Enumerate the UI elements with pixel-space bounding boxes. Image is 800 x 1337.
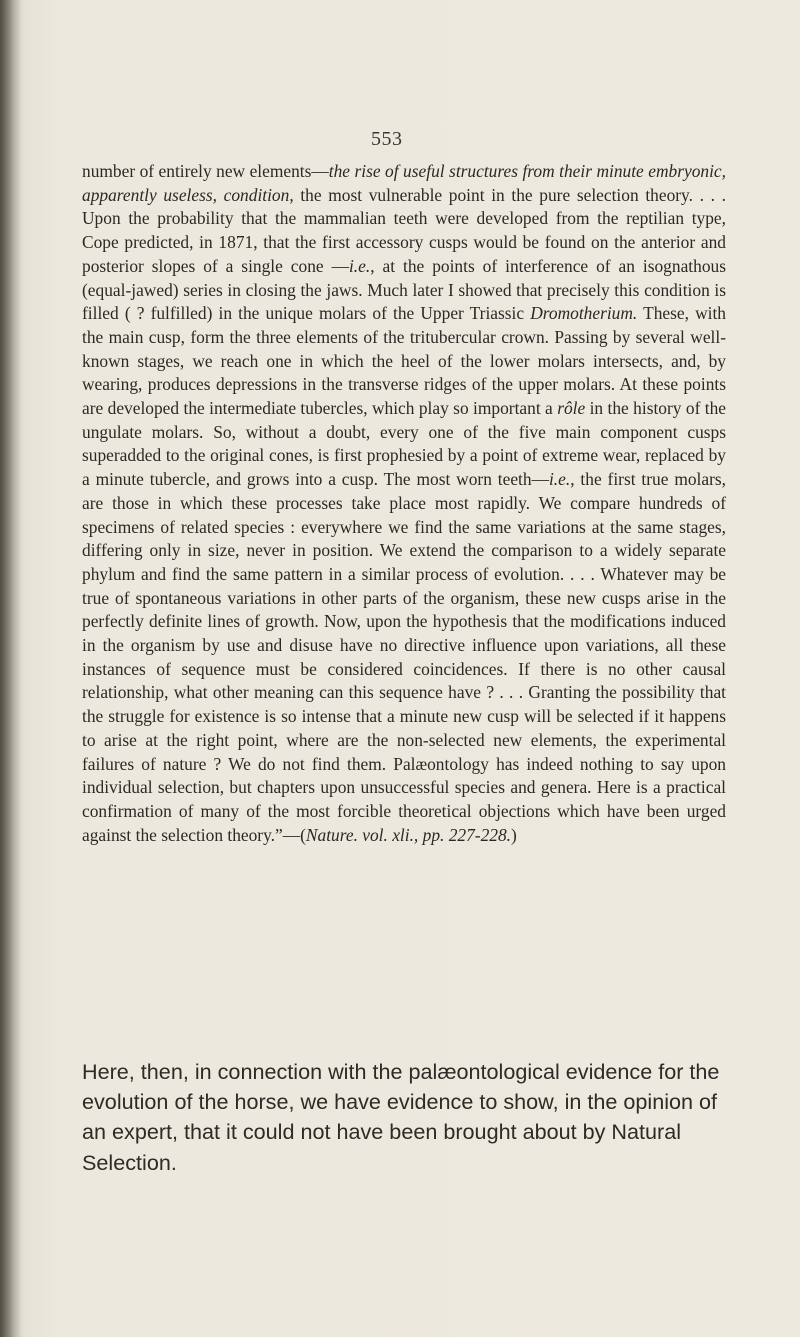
quote-italic: Dromotherium. — [530, 303, 638, 324]
quote-italic: i.e. — [548, 469, 571, 490]
quote-text: number of entirely new elements— — [82, 161, 329, 181]
binding-shadow — [0, 0, 22, 1337]
page-number: 553 — [371, 128, 403, 150]
quote-italic: i.e. — [348, 255, 371, 276]
quote-text: These, with the main cusp, form the three elements of the tritubercular crown. Passing by several well-known stages, we reach one in which the heel of the lower molars intersects, and, by wearing, produces depressions in the transverse ridges of the upper molars. At these points are developed the intermediate tubercles, which play so important a — [82, 303, 726, 419]
quote-text: in the history of the ungulate molars. So, without a doubt, every one of the five main component cusps superadded to the original cones, is first prophesied by a point of extreme wear, replaced by a minute tubercle, and grows into a cusp. The most worn teeth— — [82, 398, 726, 490]
quote-italic: rôle — [557, 398, 586, 419]
quote-text: ) — [511, 824, 517, 845]
citation: Nature. vol. xli., pp. 227-228. — [305, 824, 512, 845]
quoted-passage — [82, 160, 726, 847]
quote-text: , the most vulnerable point in the pure selection theory. . . . Upon the probability that the mammalian teeth were developed from the reptilian type, Cope predicted, in 1871, that the first accessory cusps would be found on the anterior and posterior slopes of a single cone — — [82, 184, 726, 276]
quote-text: , at the points of interference of an isognathous (equal-jawed) series in closing the jaws. Much later I showed that precisely this condition is filled ( ? fulfilled) in the unique molars of the Upper Triassic — [82, 255, 726, 324]
closing-paragraph: Here, then, in connection with the palæontological evidence for the evolution of the horse, we have evidence to show, in the opinion of an expert, that it could not have been brought about by Natural Selection. — [82, 1059, 720, 1175]
quote-text: , the first true molars, are those in which these processes take place most rapidly. We compare hundreds of specimens of related species : everywhere we find the same variations at the same stages, differing only in size, never in position. We extend the comparison to a widely separate phylum and find the same pattern in a similar process of evolution. . . . Whatever may be true of spontaneous variations in other parts of the organism, these new cusps arise in the perfectly definite lines of growth. Now, upon the hypothesis that the modifications induced in the organism by use and disuse have no directive influence upon variations, all these instances of sequence must be considered coincidences. If there is no other causal relationship, what other meaning can this sequence have ? . . . Granting the possibility that the struggle for existence is so intense that a minute new cusp will be selected if it happens to arise at the right point, where are the non-selected new elements, the experimental failures of nature ? We do not find them. Palæontology has indeed nothing to say upon individual selection, but chapters upon unsuccessful species and genera. Here is a practical confirmation of many of the most forcible theoretical objections which have been urged against the selection theory.”—( — [82, 469, 726, 845]
quote-italic: the rise of useful structures from their minute embryonic, apparently useless, condition — [82, 161, 726, 205]
